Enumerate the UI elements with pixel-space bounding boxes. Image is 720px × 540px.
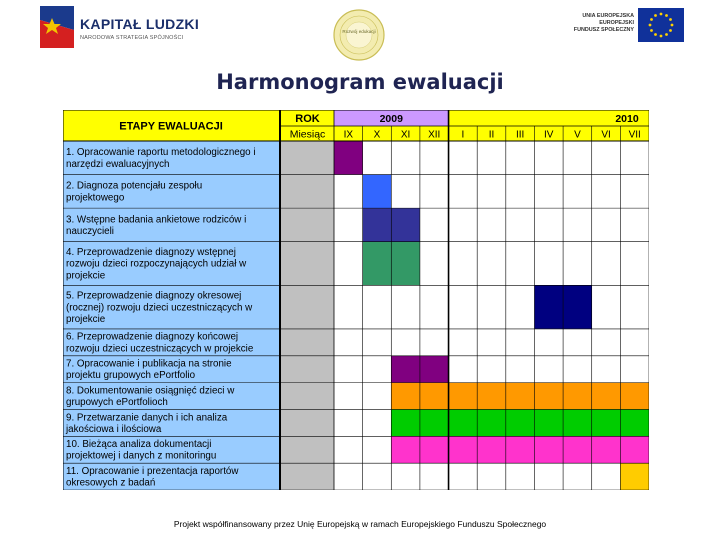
gantt-empty-cell [477, 208, 506, 242]
gantt-bar-cell [534, 436, 563, 463]
gantt-bar-cell [506, 436, 535, 463]
gantt-bar-cell [620, 383, 649, 410]
task-label: 8. Dokumentowanie osiągnięć dzieci w [66, 385, 235, 397]
gantt-empty-cell [391, 285, 420, 329]
gantt-bar-cell [449, 383, 478, 410]
gantt-empty-cell [477, 285, 506, 329]
gantt-empty-cell [363, 141, 392, 175]
eu-line: FUNDUSZ SPOŁECZNY [573, 26, 634, 33]
gantt-bar-cell [563, 285, 592, 329]
gantt-table [63, 110, 649, 490]
gantt-empty-cell [506, 356, 535, 383]
gantt-empty-cell [592, 141, 621, 175]
task-label: 2. Diagnoza potencjału zespołu [66, 180, 203, 192]
gantt-empty-cell [334, 463, 363, 490]
month-header: III [515, 129, 525, 141]
gantt-empty-cell [363, 285, 392, 329]
gantt-bar-cell [592, 436, 621, 463]
rok-blank-cell [281, 463, 334, 490]
task-label: projekcie [66, 270, 106, 282]
gantt-empty-cell [563, 208, 592, 242]
gantt-empty-cell [363, 383, 392, 410]
task-label: jakościowa i ilościowa [66, 423, 162, 435]
gantt-empty-cell [363, 329, 392, 356]
month-header: II [488, 129, 495, 141]
gantt-empty-cell [391, 329, 420, 356]
gantt-empty-cell [534, 208, 563, 242]
gantt-empty-cell [506, 141, 535, 175]
gantt-empty-cell [391, 141, 420, 175]
gantt-empty-cell [477, 175, 506, 209]
task-label: 6. Przeprowadzenie diagnozy końcowej [66, 331, 239, 343]
gantt-bar-cell [506, 409, 535, 436]
gantt-empty-cell [563, 356, 592, 383]
month-header: V [574, 129, 581, 141]
gantt-bar-cell [420, 383, 449, 410]
eu-line: UNIA EUROPEJSKA [582, 13, 634, 19]
gantt-empty-cell [620, 175, 649, 209]
month-header: IV [544, 129, 554, 141]
gantt-empty-cell [620, 356, 649, 383]
gantt-empty-cell [334, 409, 363, 436]
gantt-empty-cell [449, 356, 478, 383]
task-label: projekcie [66, 313, 106, 325]
gantt-empty-cell [334, 356, 363, 383]
gantt-empty-cell [391, 463, 420, 490]
gantt-empty-cell [592, 463, 621, 490]
gantt-empty-cell [592, 208, 621, 242]
gantt-empty-cell [506, 242, 535, 286]
gantt-empty-cell [534, 141, 563, 175]
gantt-empty-cell [620, 208, 649, 242]
gantt-empty-cell [363, 409, 392, 436]
gantt-empty-cell [420, 208, 449, 242]
gantt-empty-cell [477, 329, 506, 356]
gantt-bar-cell [477, 409, 506, 436]
rok-blank-cell [281, 383, 334, 410]
gantt-bar-cell [563, 436, 592, 463]
gantt-bar-cell [334, 141, 363, 175]
year-label: 2010 [615, 113, 639, 125]
gantt-empty-cell [334, 285, 363, 329]
gantt-bar-cell [363, 242, 392, 286]
star-flag-icon [40, 6, 74, 48]
gantt-empty-cell [449, 463, 478, 490]
gantt-empty-cell [334, 329, 363, 356]
gantt-bar-cell [563, 383, 592, 410]
eu-flag-icon [638, 8, 684, 42]
task-label: 5. Przeprowadzenie diagnozy okresowej [66, 290, 242, 302]
gantt-empty-cell [420, 463, 449, 490]
eu-logo [568, 6, 686, 46]
task-label: rozwoju dzieci rozpoczynających udział w [66, 258, 247, 270]
gantt-empty-cell [477, 242, 506, 286]
gantt-bar-cell [363, 175, 392, 209]
rok-blank-cell [281, 175, 334, 209]
month-header: VI [601, 129, 611, 141]
gantt-empty-cell [620, 141, 649, 175]
task-label: 7. Opracowanie i publikacja na stronie [66, 358, 232, 370]
task-label: projektowej i danych z monitoringu [66, 450, 217, 462]
gantt-empty-cell [477, 463, 506, 490]
rok-blank-cell [281, 329, 334, 356]
task-label: okresowych z badań [66, 477, 156, 489]
task-label: 11. Opracowanie i prezentacja raportów [66, 465, 239, 477]
month-header: XI [400, 129, 411, 141]
kapital-ludzki-logo [40, 6, 200, 48]
logo-title: KAPITAŁ LUDZKI [80, 16, 200, 32]
gantt-empty-cell [620, 242, 649, 286]
gantt-empty-cell [563, 463, 592, 490]
gantt-bar-cell [449, 409, 478, 436]
task-label: 3. Wstępne badania ankietowe rodziców i [66, 214, 247, 226]
rok-label: ROK [295, 113, 320, 125]
seal-label: Rozwój edukacji [342, 29, 376, 34]
gantt-empty-cell [449, 175, 478, 209]
gantt-empty-cell [563, 175, 592, 209]
gantt-empty-cell [334, 208, 363, 242]
gantt-bar-cell [620, 409, 649, 436]
task-label: 4. Przeprowadzenie diagnozy wstępnej [66, 247, 236, 259]
rok-blank-cell [281, 141, 334, 175]
gantt-bar-cell [449, 436, 478, 463]
task-label: nauczycieli [66, 225, 114, 237]
gantt-bar-cell [391, 383, 420, 410]
gantt-bar-cell [391, 208, 420, 242]
task-label: projektu grupowych ePortfolio [66, 370, 196, 382]
task-label: (rocznej) rozwoju dzieci uczestniczących w [66, 302, 253, 314]
seal-logo [333, 9, 385, 61]
gantt-bar-cell [391, 436, 420, 463]
gantt-empty-cell [534, 329, 563, 356]
gantt-empty-cell [563, 141, 592, 175]
gantt-bar-cell [534, 285, 563, 329]
gantt-empty-cell [420, 329, 449, 356]
gantt-empty-cell [563, 242, 592, 286]
gantt-bar-cell [391, 409, 420, 436]
gantt-bar-cell [420, 356, 449, 383]
gantt-empty-cell [477, 141, 506, 175]
month-header: IX [343, 129, 354, 141]
gantt-empty-cell [449, 329, 478, 356]
task-label: 10. Bieżąca analiza dokumentacji [66, 439, 212, 451]
gantt-empty-cell [506, 463, 535, 490]
gantt-bar-cell [477, 436, 506, 463]
gantt-empty-cell [506, 175, 535, 209]
rok-blank-cell [281, 356, 334, 383]
gantt-bar-cell [620, 436, 649, 463]
gantt-bar-cell [534, 409, 563, 436]
month-header: X [373, 129, 381, 141]
gantt-bar-cell [391, 356, 420, 383]
gantt-bar-cell [506, 383, 535, 410]
gantt-empty-cell [363, 463, 392, 490]
gantt-empty-cell [420, 285, 449, 329]
gantt-empty-cell [334, 242, 363, 286]
task-label: 9. Przetwarzanie danych i ich analiza [66, 412, 228, 424]
gantt-empty-cell [592, 356, 621, 383]
gantt-empty-cell [592, 175, 621, 209]
gantt-empty-cell [449, 208, 478, 242]
gantt-bar-cell [420, 436, 449, 463]
gantt-empty-cell [506, 208, 535, 242]
gantt-bar-cell [563, 409, 592, 436]
gantt-bar-cell [592, 383, 621, 410]
rok-blank-cell [281, 242, 334, 286]
month-label: Miesiąc [289, 128, 326, 141]
gantt-empty-cell [334, 175, 363, 209]
gantt-empty-cell [620, 285, 649, 329]
eu-logo-text [568, 13, 634, 33]
task-label: grupowych ePortfolioch [66, 397, 168, 409]
gantt-bar-cell [477, 383, 506, 410]
page-title: Harmonogram ewaluacji [216, 70, 504, 94]
rok-blank-cell [281, 436, 334, 463]
task-label: projektowego [66, 192, 125, 204]
task-label: narzędzi ewaluacyjnych [66, 158, 170, 170]
month-header: XII [428, 129, 441, 141]
gantt-bar-cell [363, 208, 392, 242]
gantt-bar-cell [592, 409, 621, 436]
gantt-empty-cell [449, 141, 478, 175]
gantt-empty-cell [506, 329, 535, 356]
gantt-empty-cell [592, 285, 621, 329]
gantt-empty-cell [534, 356, 563, 383]
gantt-empty-cell [534, 463, 563, 490]
seal-icon [333, 9, 385, 61]
gantt-empty-cell [592, 242, 621, 286]
gantt-empty-cell [620, 329, 649, 356]
gantt-empty-cell [363, 356, 392, 383]
gantt-bar-cell [391, 242, 420, 286]
gantt-empty-cell [534, 242, 563, 286]
gantt-empty-cell [334, 383, 363, 410]
gantt-empty-cell [334, 436, 363, 463]
rok-blank-cell [281, 285, 334, 329]
gantt-empty-cell [506, 285, 535, 329]
stage-header-label: ETAPY EWALUACJI [119, 120, 223, 133]
gantt-bar-cell [620, 463, 649, 490]
gantt-empty-cell [363, 436, 392, 463]
task-label: rozwoju dzieci uczestniczących w projekcie [66, 343, 254, 355]
gantt-empty-cell [534, 175, 563, 209]
rok-blank-cell [281, 208, 334, 242]
column-separator [279, 110, 281, 490]
gantt-empty-cell [477, 356, 506, 383]
gantt-bar-cell [420, 409, 449, 436]
rok-blank-cell [281, 409, 334, 436]
footer-text: Projekt współfinansowany przez Unię Europejską w ramach Europejskiego Funduszu Społecznego [173, 519, 547, 529]
year-label: 2009 [379, 113, 403, 125]
gantt-empty-cell [563, 329, 592, 356]
gantt-empty-cell [420, 175, 449, 209]
gantt-bar-cell [534, 383, 563, 410]
gantt-empty-cell [449, 242, 478, 286]
month-header: I [461, 129, 465, 141]
eu-line: EUROPEJSKI [599, 19, 634, 26]
gantt-empty-cell [391, 175, 420, 209]
gantt-empty-cell [420, 242, 449, 286]
task-label: 1. Opracowanie raportu metodologicznego i [66, 147, 256, 159]
logo-subtitle: NARODOWA STRATEGIA SPÓJNOŚCI [80, 35, 184, 41]
gantt-empty-cell [420, 141, 449, 175]
gantt-empty-cell [449, 285, 478, 329]
month-header: VII [628, 129, 641, 141]
gantt-empty-cell [592, 329, 621, 356]
